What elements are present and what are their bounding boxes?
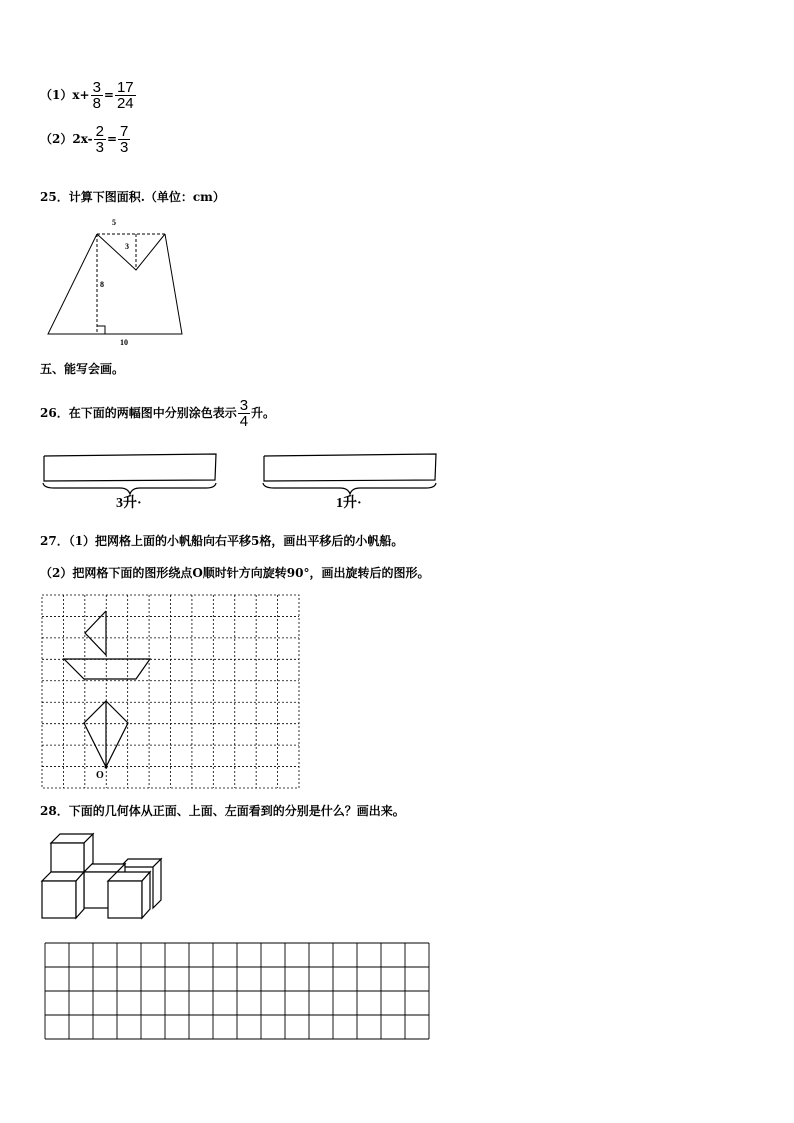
fraction (238, 398, 250, 429)
top-cube-front (51, 843, 84, 872)
question-27-line-2: （2）把网格下面的图形绕点O顺时针方向旋转90°，画出旋转后的图形。 (40, 566, 430, 580)
fraction-denominator: 3 (120, 139, 129, 156)
sailboat-hull (64, 659, 150, 679)
equation-1 (40, 80, 137, 111)
bar-label: 1升· (336, 496, 362, 511)
equals-sign: = (106, 132, 118, 146)
grid-27 (40, 593, 302, 790)
question-25-text: 25．计算下图面积.（单位：cm） (40, 190, 225, 204)
bar-rectangle (264, 454, 436, 481)
sailboat-sail (85, 611, 106, 655)
area-figure (40, 214, 200, 350)
right-cube-side (142, 872, 150, 918)
label-bottom: 10 (120, 338, 128, 347)
answer-grid-lines (45, 943, 429, 1039)
point-o (105, 766, 108, 769)
bar-1-liter (260, 450, 440, 514)
fraction-numerator: 2 (95, 123, 104, 140)
fraction-numerator: 17 (116, 79, 134, 96)
label-top: 5 (112, 218, 116, 227)
right-angle-mark (97, 326, 105, 334)
equals-sign: = (103, 88, 114, 102)
question-27-line-1: 27．（1）把网格上面的小帆船向右平移5格，画出平移后的小帆船。 (40, 534, 404, 548)
fraction-numerator: 3 (239, 397, 249, 414)
back-cube-side (153, 859, 161, 908)
equation-1-prefix: （1）x+ (40, 88, 90, 102)
fraction-denominator: 24 (116, 95, 134, 112)
question-28-text: 28．下面的几何体从正面、上面、左面看到的分别是什么？画出来。 (40, 804, 405, 818)
label-height: 8 (100, 280, 104, 289)
brace (43, 483, 216, 494)
fraction-denominator: 3 (95, 139, 104, 156)
grid-lines (42, 595, 299, 788)
fraction-denominator: 4 (239, 413, 249, 430)
equation-2-prefix: （2）2x- (40, 132, 93, 146)
left-cube-side (76, 872, 84, 918)
right-cube-front (108, 881, 142, 918)
answer-grid-28[interactable] (40, 940, 435, 1042)
fraction-numerator: 3 (92, 79, 101, 96)
brace (263, 483, 436, 494)
bar-rectangle (44, 454, 216, 481)
fraction-numerator: 7 (120, 123, 129, 140)
fraction (118, 124, 130, 155)
figure-outline (48, 234, 182, 334)
left-cube-front (42, 881, 76, 918)
equation-2 (40, 124, 131, 155)
fraction-denominator: 8 (92, 95, 101, 112)
question-26-text-before: 26．在下面的两幅图中分别涂色表示 (40, 406, 237, 420)
cube-solid (40, 830, 165, 922)
section-title: 五、能写会画。 (40, 362, 125, 376)
bar-label: 3升· (116, 496, 142, 511)
fraction (115, 80, 136, 111)
point-o-label: O (96, 770, 104, 781)
figure-notch (97, 234, 165, 270)
fraction (94, 124, 106, 155)
bar-3-liters (40, 450, 220, 514)
question-26-text-after: 升。 (251, 406, 276, 420)
question-26-text (40, 398, 275, 429)
fraction (91, 80, 103, 111)
label-notch: 3 (125, 242, 129, 251)
